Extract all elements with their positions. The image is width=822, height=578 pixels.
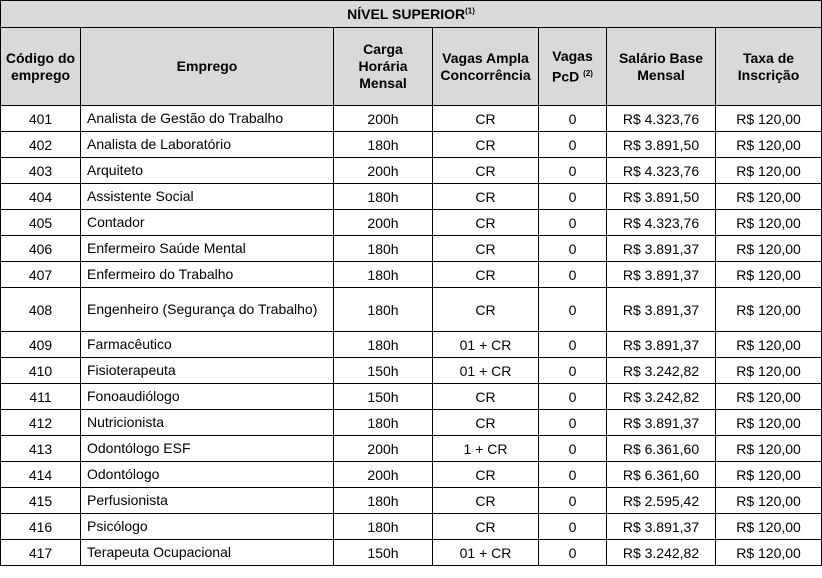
cell-carga: 180h	[334, 132, 433, 158]
cell-ampla: CR	[433, 184, 539, 210]
table-row	[1, 436, 822, 462]
cell-salario: R$ 4.323,76	[607, 210, 716, 236]
cell-pcd: 0	[539, 436, 607, 462]
cell-emprego: Engenheiro (Segurança do Trabalho)	[81, 288, 334, 332]
cell-emprego: Psicólogo	[81, 514, 334, 540]
cell-pcd: 0	[539, 132, 607, 158]
cell-codigo: 406	[1, 236, 81, 262]
cell-codigo: 415	[1, 488, 81, 514]
table-row	[1, 106, 822, 132]
cell-ampla: 01 + CR	[433, 332, 539, 358]
table-row	[1, 288, 822, 332]
cell-pcd: 0	[539, 462, 607, 488]
cell-codigo: 412	[1, 410, 81, 436]
cell-taxa: R$ 120,00	[716, 158, 822, 184]
cell-emprego: Analista de Gestão do Trabalho	[81, 106, 334, 132]
header-ampla: Vagas Ampla Concorrência	[433, 28, 539, 106]
cell-taxa: R$ 120,00	[716, 514, 822, 540]
cell-emprego: Nutricionista	[81, 410, 334, 436]
header-carga: Carga Horária Mensal	[334, 28, 433, 106]
cell-ampla: CR	[433, 488, 539, 514]
cell-pcd: 0	[539, 158, 607, 184]
cell-taxa: R$ 120,00	[716, 106, 822, 132]
table-row	[1, 384, 822, 410]
cell-taxa: R$ 120,00	[716, 488, 822, 514]
cell-ampla: CR	[433, 288, 539, 332]
cell-taxa: R$ 120,00	[716, 410, 822, 436]
cell-emprego: Arquiteto	[81, 158, 334, 184]
cell-codigo: 404	[1, 184, 81, 210]
cell-codigo: 403	[1, 158, 81, 184]
cell-salario: R$ 3.891,37	[607, 332, 716, 358]
cell-salario: R$ 3.242,82	[607, 358, 716, 384]
table-row	[1, 262, 822, 288]
table-row	[1, 210, 822, 236]
header-emprego: Emprego	[81, 28, 334, 106]
cell-taxa: R$ 120,00	[716, 358, 822, 384]
table-row	[1, 514, 822, 540]
cell-carga: 150h	[334, 358, 433, 384]
table-row	[1, 184, 822, 210]
cell-ampla: CR	[433, 236, 539, 262]
header-taxa: Taxa de Inscrição	[716, 28, 822, 106]
cell-emprego: Odontólogo ESF	[81, 436, 334, 462]
cell-carga: 150h	[334, 540, 433, 566]
cell-carga: 200h	[334, 158, 433, 184]
title-row	[1, 1, 822, 28]
cell-ampla: CR	[433, 514, 539, 540]
cell-emprego: Perfusionista	[81, 488, 334, 514]
cell-emprego: Assistente Social	[81, 184, 334, 210]
cell-pcd: 0	[539, 236, 607, 262]
header-pcd	[539, 28, 607, 106]
table-row	[1, 540, 822, 566]
table-title-text: NÍVEL SUPERIOR	[347, 6, 466, 22]
cell-codigo: 410	[1, 358, 81, 384]
cell-codigo: 402	[1, 132, 81, 158]
cell-ampla: CR	[433, 132, 539, 158]
table-row	[1, 462, 822, 488]
table-row	[1, 332, 822, 358]
cell-ampla: CR	[433, 384, 539, 410]
cell-ampla: 1 + CR	[433, 436, 539, 462]
cell-carga: 180h	[334, 262, 433, 288]
cell-emprego: Enfermeiro do Trabalho	[81, 262, 334, 288]
cell-codigo: 416	[1, 514, 81, 540]
cell-ampla: 01 + CR	[433, 540, 539, 566]
cell-emprego: Enfermeiro Saúde Mental	[81, 236, 334, 262]
cell-carga: 200h	[334, 210, 433, 236]
cell-ampla: CR	[433, 462, 539, 488]
cell-carga: 180h	[334, 332, 433, 358]
cell-emprego: Fisioterapeuta	[81, 358, 334, 384]
cell-carga: 200h	[334, 436, 433, 462]
table-row	[1, 488, 822, 514]
cell-ampla: CR	[433, 410, 539, 436]
header-row	[1, 28, 822, 106]
cell-pcd: 0	[539, 184, 607, 210]
cell-salario: R$ 3.242,82	[607, 384, 716, 410]
cell-ampla: CR	[433, 106, 539, 132]
cell-salario: R$ 3.891,50	[607, 184, 716, 210]
title-footnote-marker: (1)	[465, 6, 475, 16]
cell-salario: R$ 4.323,76	[607, 158, 716, 184]
cell-salario: R$ 2.595,42	[607, 488, 716, 514]
cell-salario: R$ 3.891,37	[607, 514, 716, 540]
cell-pcd: 0	[539, 332, 607, 358]
cell-salario: R$ 3.891,37	[607, 410, 716, 436]
cell-carga: 150h	[334, 384, 433, 410]
cell-codigo: 409	[1, 332, 81, 358]
cell-codigo: 408	[1, 288, 81, 332]
cell-taxa: R$ 120,00	[716, 332, 822, 358]
pcd-footnote-marker: (2)	[583, 68, 593, 78]
cell-taxa: R$ 120,00	[716, 262, 822, 288]
cell-emprego: Contador	[81, 210, 334, 236]
table-row	[1, 410, 822, 436]
cell-emprego: Analista de Laboratório	[81, 132, 334, 158]
table-row	[1, 158, 822, 184]
cell-carga: 180h	[334, 236, 433, 262]
cell-salario: R$ 6.361,60	[607, 436, 716, 462]
cell-ampla: CR	[433, 210, 539, 236]
cell-pcd: 0	[539, 514, 607, 540]
cell-codigo: 407	[1, 262, 81, 288]
cell-pcd: 0	[539, 210, 607, 236]
cell-pcd: 0	[539, 288, 607, 332]
cell-salario: R$ 3.891,50	[607, 132, 716, 158]
table-row	[1, 358, 822, 384]
cell-codigo: 417	[1, 540, 81, 566]
cell-taxa: R$ 120,00	[716, 184, 822, 210]
cell-carga: 200h	[334, 106, 433, 132]
cell-codigo: 405	[1, 210, 81, 236]
cell-taxa: R$ 120,00	[716, 436, 822, 462]
cell-codigo: 413	[1, 436, 81, 462]
cell-salario: R$ 3.891,37	[607, 236, 716, 262]
table-body	[1, 106, 822, 566]
cell-carga: 180h	[334, 514, 433, 540]
cell-taxa: R$ 120,00	[716, 462, 822, 488]
cell-carga: 180h	[334, 288, 433, 332]
table-title	[1, 1, 822, 28]
cell-pcd: 0	[539, 262, 607, 288]
cell-taxa: R$ 120,00	[716, 236, 822, 262]
cell-ampla: CR	[433, 158, 539, 184]
cell-pcd: 0	[539, 358, 607, 384]
cell-carga: 180h	[334, 410, 433, 436]
cell-pcd: 0	[539, 488, 607, 514]
cell-taxa: R$ 120,00	[716, 210, 822, 236]
cell-emprego: Odontólogo	[81, 462, 334, 488]
cell-emprego: Farmacêutico	[81, 332, 334, 358]
cell-carga: 180h	[334, 488, 433, 514]
cell-ampla: 01 + CR	[433, 358, 539, 384]
cell-codigo: 411	[1, 384, 81, 410]
cell-taxa: R$ 120,00	[716, 384, 822, 410]
cell-emprego: Fonoaudiólogo	[81, 384, 334, 410]
cell-carga: 200h	[334, 462, 433, 488]
cell-salario: R$ 4.323,76	[607, 106, 716, 132]
cell-taxa: R$ 120,00	[716, 132, 822, 158]
cell-pcd: 0	[539, 384, 607, 410]
table-row	[1, 132, 822, 158]
cell-ampla: CR	[433, 262, 539, 288]
header-salario: Salário Base Mensal	[607, 28, 716, 106]
cell-taxa: R$ 120,00	[716, 540, 822, 566]
cell-pcd: 0	[539, 106, 607, 132]
cell-pcd: 0	[539, 410, 607, 436]
cell-taxa: R$ 120,00	[716, 288, 822, 332]
cell-codigo: 414	[1, 462, 81, 488]
header-codigo: Código do emprego	[1, 28, 81, 106]
cell-codigo: 401	[1, 106, 81, 132]
cell-pcd: 0	[539, 540, 607, 566]
cell-salario: R$ 3.242,82	[607, 540, 716, 566]
header-pcd-text: Vagas PcD	[552, 47, 593, 85]
table-row	[1, 236, 822, 262]
cell-salario: R$ 6.361,60	[607, 462, 716, 488]
cell-salario: R$ 3.891,37	[607, 262, 716, 288]
cell-emprego: Terapeuta Ocupacional	[81, 540, 334, 566]
cell-carga: 180h	[334, 184, 433, 210]
cell-salario: R$ 3.891,37	[607, 288, 716, 332]
